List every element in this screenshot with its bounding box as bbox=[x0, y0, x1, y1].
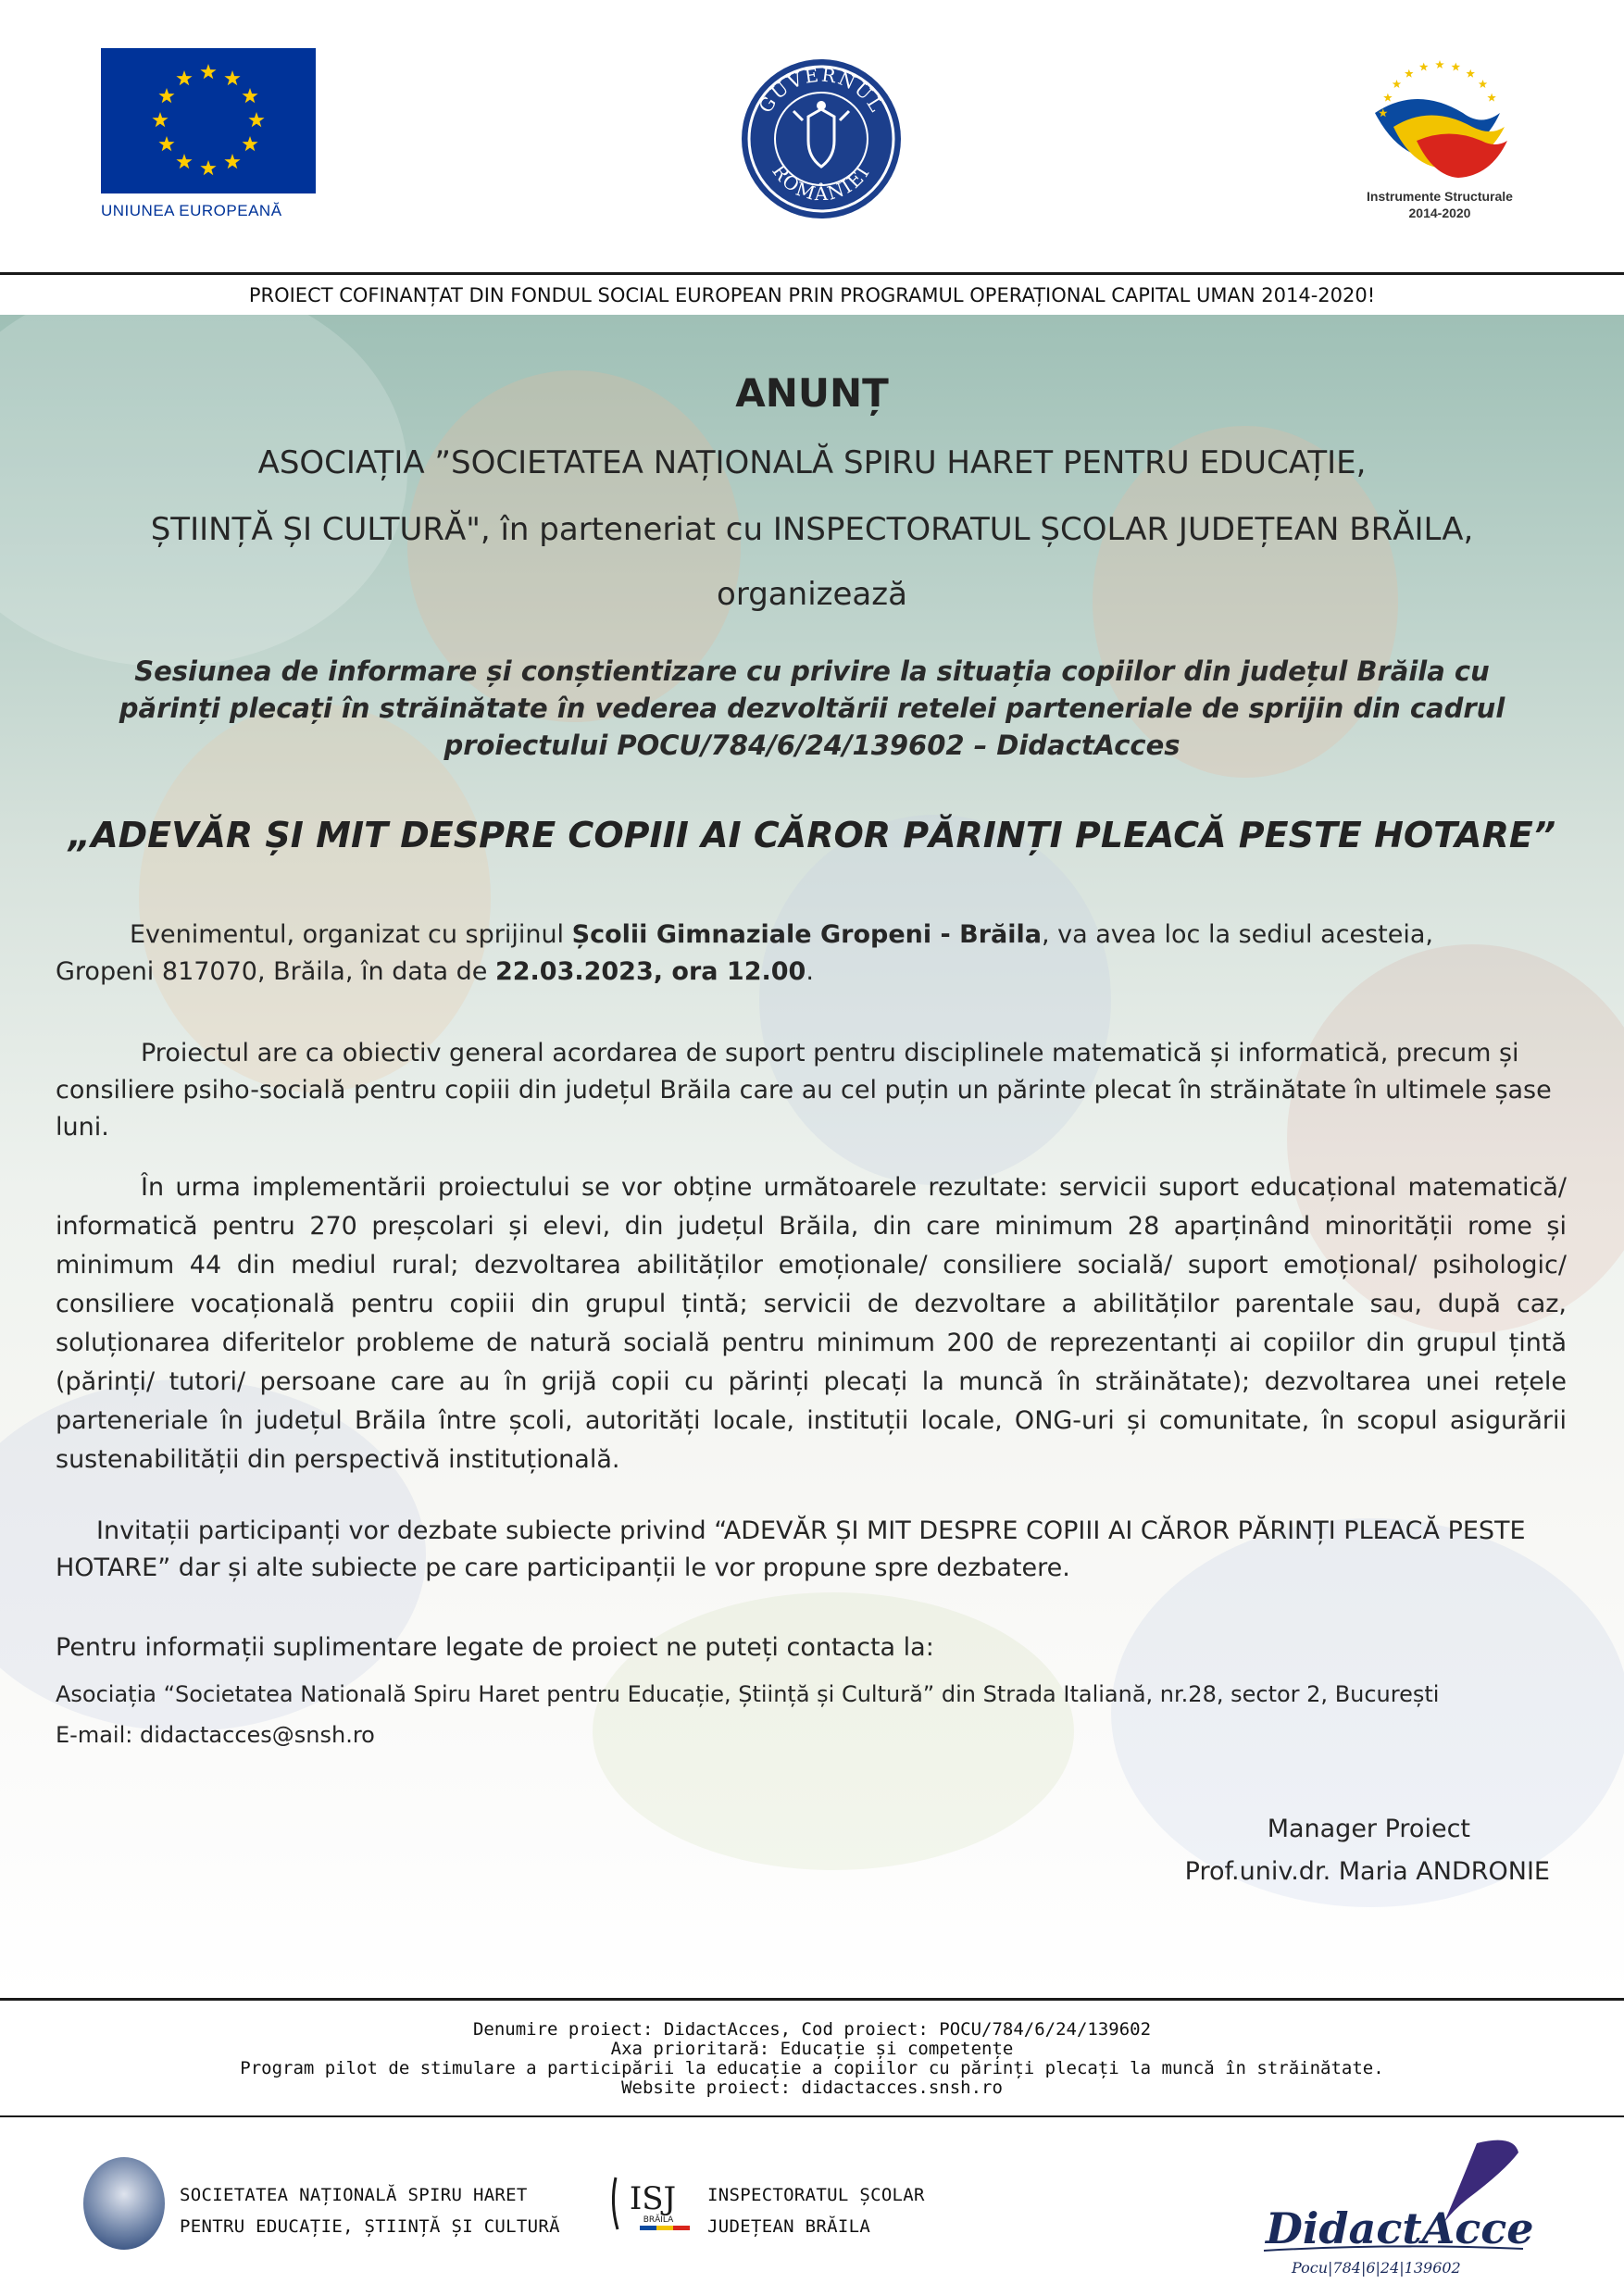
footer-priority-axis: Axa prioritară: Educație și competențe bbox=[610, 2039, 1014, 2059]
event-details bbox=[56, 917, 1567, 991]
is-label-line-1: Instrumente Structurale bbox=[1367, 189, 1513, 204]
footer-project-name: Denumire proiect: DidactAcces, Cod proiect: POCU/784/6/24/139602 bbox=[472, 2019, 1152, 2040]
structural-instruments-label bbox=[1333, 188, 1546, 221]
organizer-line-1: ASOCIAȚIA ”SOCIETATEA NAȚIONALĂ SPIRU HARET PENTRU EDUCAȚIE, bbox=[257, 444, 1367, 481]
organizer-line-2: ȘTIINȚĂ ȘI CULTURĂ", în parteneriat cu INSPECTORATUL ȘCOLAR JUDEȚEAN BRĂILA, bbox=[150, 511, 1474, 548]
signature-name: Prof.univ.dr. Maria ANDRONIE bbox=[1184, 1857, 1550, 1886]
eu-star-icon bbox=[243, 136, 258, 151]
event-datetime: 22.03.2023, ora 12.00 bbox=[494, 957, 806, 986]
is-star-icon bbox=[1405, 69, 1414, 78]
signature-role: Manager Proiect bbox=[1267, 1815, 1470, 1843]
is-star-icon bbox=[1393, 80, 1402, 88]
isj-logo-sub: BRĂILA bbox=[643, 2215, 674, 2225]
footer-divider bbox=[0, 1998, 1624, 2001]
eu-star-icon bbox=[176, 154, 192, 168]
didactacces-logo bbox=[1255, 2134, 1532, 2282]
isj-logo-text: ISJ bbox=[629, 2180, 677, 2217]
is-label-line-2: 2014-2020 bbox=[1408, 206, 1471, 220]
snsh-name-line-1: SOCIETATEA NAȚIONALĂ SPIRU HARET bbox=[180, 2185, 528, 2205]
invitation-paragraph bbox=[56, 1513, 1567, 1587]
project-goal bbox=[56, 1035, 1567, 1146]
is-star-icon bbox=[1435, 60, 1444, 69]
session-line-1: Sesiunea de informare și conștientizare cu privire la situația copiilor din județul Brăila cu bbox=[134, 655, 1490, 687]
eu-star-icon bbox=[152, 112, 168, 127]
is-star-icon bbox=[1452, 63, 1461, 71]
eu-star-icon bbox=[243, 88, 258, 103]
eu-stars-icon bbox=[101, 48, 316, 193]
eu-label: UNIUNEA EUROPEANĂ bbox=[101, 202, 282, 219]
event-text-4: . bbox=[806, 957, 814, 986]
announcement-title: ANUNȚ bbox=[735, 370, 889, 416]
event-text-1: Evenimentul, organizat cu sprijinul bbox=[130, 920, 572, 949]
isj-name-line-2: JUDEȚEAN BRĂILA bbox=[707, 2216, 871, 2237]
contact-email[interactable]: E-mail: didactacces@snsh.ro bbox=[56, 1722, 375, 1748]
is-star-icon bbox=[1479, 80, 1488, 88]
session-line-3: proiectului POCU/784/6/24/139602 – DidactAcces bbox=[443, 730, 1181, 761]
eu-star-icon bbox=[200, 64, 216, 79]
didact-logo-text: DidactAcces bbox=[1266, 2203, 1532, 2253]
invitation-text: Invitații participanți vor dezbate subiecte privind “ADEVĂR ȘI MIT DESPRE COPIII AI CĂROR PĂRINȚI PLEACĂ PESTE HOTARE” dar și alte subiecte pe care participanții le vor propune spre dezbatere. bbox=[56, 1516, 1526, 1582]
event-host: Școlii Gimnaziale Gropeni - Brăila bbox=[571, 920, 1042, 949]
didact-logo-sub: Pocu|784|6|24|139602 bbox=[1292, 2259, 1461, 2277]
organizer-line-3: organizează bbox=[717, 576, 907, 613]
eu-star-icon bbox=[248, 112, 264, 127]
isj-name-line-1: INSPECTORATUL ȘCOLAR bbox=[707, 2185, 925, 2205]
snsh-name-line-2: PENTRU EDUCAȚIE, ȘTIINȚĂ ȘI CULTURĂ bbox=[180, 2216, 560, 2237]
footer-divider-2 bbox=[0, 2115, 1624, 2117]
eu-star-icon bbox=[224, 154, 240, 168]
contact-lead: Pentru informații suplimentare legate de proiect ne puteți contacta la: bbox=[56, 1633, 934, 1662]
banner-divider bbox=[0, 272, 1624, 275]
eu-star-icon bbox=[224, 70, 240, 85]
event-text-2: , va avea loc la sediul acesteia, bbox=[1041, 920, 1433, 949]
cofinancing-banner: PROIECT COFINANȚAT DIN FONDUL SOCIAL EUROPEAN PRIN PROGRAMUL OPERAȚIONAL CAPITAL UMAN 2014-2020! bbox=[248, 284, 1376, 306]
structural-instruments-logo bbox=[1361, 48, 1518, 187]
goal-text: Proiectul are ca obiectiv general acordarea de suport pentru disciplinele matematică și informatică, precum și consiliere psiho-socială pentru copiii din județul Brăila care au cel puțin un părinte plecat în străinătate în ultimele șase luni. bbox=[56, 1039, 1552, 1142]
eu-flag-logo bbox=[101, 48, 316, 193]
is-star-icon bbox=[1383, 94, 1393, 102]
is-star-icon bbox=[1419, 63, 1429, 71]
results-text: În urma implementării proiectului se vor obține următoarele rezultate: servicii suport educațional matematică/ informatică pentru 270 preșcolari și elevi, din județul Brăila, din care minimum 28 aparținând minorității rome și minimum 44 din mediul rural; dezvoltarea abilităților emoționale/ consiliere socială/ suport emoțional/ psihologic/ consiliere vocațională pentru copiii din grupul țintă; servicii de dezvoltare a abilităților parentale sau, după caz, soluționarea diferitelor probleme de natură socială pentru minimum 200 de reprezentanți ai copiilor din grupul țintă (părinți/ tutori/ persoane care au în grijă copii cu părinți plecați la muncă în străinătate); dezvoltarea unei rețele parteneriale în județul Brăila între școli, autorități locale, instituții locale, ONG-uri și comunitate, în scopul asigurării sustenabilității din perspectivă instituțională. bbox=[56, 1173, 1567, 1474]
eu-star-icon bbox=[158, 136, 174, 151]
snsh-portrait-logo bbox=[83, 2157, 165, 2250]
event-headline: „ADEVĂR ȘI MIT DESPRE COPIII AI CĂROR PĂRINȚI PLEACĂ PESTE HOTARE” bbox=[68, 815, 1556, 855]
is-star-icon bbox=[1467, 69, 1476, 78]
project-results bbox=[56, 1168, 1567, 1479]
government-seal-logo bbox=[738, 56, 905, 222]
eu-star-icon bbox=[158, 88, 174, 103]
is-star-icon bbox=[1487, 94, 1496, 102]
footer-program: Program pilot de stimulare a participării la educație a copiilor cu părinți plecați la muncă în străinătate. bbox=[240, 2058, 1384, 2078]
seal-text-bottom: ROMÂNIEI bbox=[768, 160, 875, 206]
eu-star-icon bbox=[176, 70, 192, 85]
event-text-3: Gropeni 817070, Brăila, în data de bbox=[56, 957, 495, 986]
isj-logo bbox=[606, 2168, 697, 2239]
eu-star-icon bbox=[200, 160, 216, 175]
footer-website[interactable]: Website proiect: didactacces.snsh.ro bbox=[621, 2078, 1003, 2098]
seal-text-top: GUVERNUL bbox=[754, 63, 889, 118]
contact-address: Asociația “Societatea Natională Spiru Haret pentru Educație, Știință și Cultură” din Strada Italiană, nr.28, sector 2, București bbox=[56, 1681, 1440, 1707]
session-line-2: părinți plecați în străinătate în vederea dezvoltării retelei parteneriale de sprijin din cadrul bbox=[119, 693, 1505, 724]
